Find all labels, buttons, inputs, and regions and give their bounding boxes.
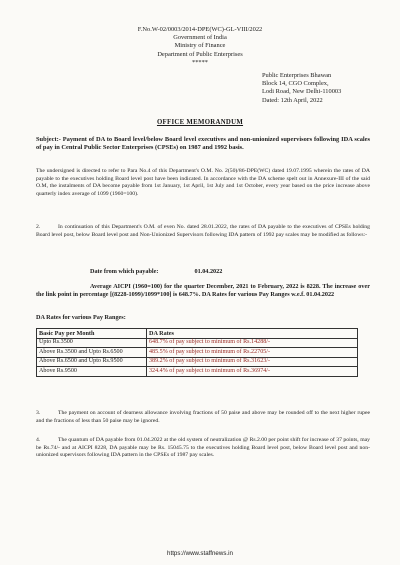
column-header-basic-pay: Basic Pay per Month <box>37 329 147 339</box>
government-line: Government of India <box>173 34 227 42</box>
header-separator: ***** <box>192 58 208 66</box>
paragraph-1: The undersigned is directed to refer to Para No.4 of this Department's O.M. No. 2(50)/86-DPE(WC) dated 19.07.1995 wherein the rates of DA payable to the executives holding Board level post have been indicated. In accordance with the DA scheme spelt out in Annexure-III of the said O.M, the instalments of DA become payable from 1st January, 1st April, 1st July and 1st October, every year based on the price increase above quarterly index average of 1099 (1960=100). <box>36 168 370 197</box>
da-rate-cell: 324.4% of pay subject to minimum of Rs.36974/- <box>147 367 358 377</box>
paragraph-4-text: The quantum of DA payable from 01.04.2022 at the old system of neutralization @ Rs.2.00 per point shift for increase of 37 points, may be Rs.74/- and at AICPI 8228, DA payable may be Rs. 15045.75 to the executives holding Board level post, below Board level post and non-unionized supervisors following IDA pattern in the CPSEs of 1987 pay scales. <box>36 437 370 458</box>
da-rate-cell: 389.2% of pay subject to minimum of Rs.31623/- <box>147 357 358 367</box>
table-row <box>37 338 358 348</box>
date-payable-value: 01.04.2022 <box>194 268 223 275</box>
letterhead <box>0 26 400 67</box>
memo-subject: Subject:- Payment of DA to Board level/below Board level executives and non-unionized supervisors following IDA scales of pay in Central Public Sector Enterprises (CPSEs) on 1987 and 1992 basis. <box>36 136 370 152</box>
pay-range-cell: Above Rs.3500 and Upto Rs.6500 <box>37 348 147 358</box>
address-line-3: Lodi Road, New Delhi-110003 <box>262 88 342 96</box>
rates-heading: DA Rates for various Pay Ranges: <box>36 314 126 321</box>
paragraph-4 <box>36 437 370 460</box>
date-payable <box>90 268 222 275</box>
paragraph-3-number: 3. <box>36 410 41 416</box>
date-payable-label: Date from which payable: <box>90 268 159 275</box>
paragraph-3 <box>36 410 370 425</box>
paragraph-2-number: 2. <box>36 224 41 230</box>
paragraph-3-text: The payment on account of dearness allowance involving fractions of 50 paise and above may be rounded off to the next higher rupee and the fractions of less than 50 paise may be ignored. <box>36 410 370 424</box>
table-row <box>37 367 358 377</box>
memo-title: OFFICE MEMORANDUM <box>156 119 244 126</box>
ministry-line: Ministry of Finance <box>174 42 226 50</box>
pay-range-cell: Above Rs.9500 <box>37 367 147 377</box>
memo-date: Dated: 12th April, 2022 <box>262 96 323 104</box>
paragraph-2-text: In continuation of this Department's O.M. of even No. dated 28.01.2022, the rates of DA payable to the executives of CPSEs holding Board level post, below Board level post and Non-Unionized Supervisors following IDA pattern of 1992 pay scales may be modified as follows:- <box>36 224 370 238</box>
address-block <box>262 72 341 105</box>
table-row <box>37 357 358 367</box>
pay-range-cell: Above Rs.6500 and Upto Rs.9500 <box>37 357 147 367</box>
column-header-da-rates: DA Rates <box>147 329 358 339</box>
aicpi-statement: Average AICPI (1960=100) for the quarter December, 2021 to February, 2022 is 8228. The increase over the link point in percentage [(8228-1099)/1099*100] is 648.7%. DA Rates for various Pay Ranges w.e.f. 01.04.2022 <box>36 283 370 299</box>
table-header-row <box>37 329 358 339</box>
da-rate-cell: 648.7% of pay subject to minimum of Rs.14288/- <box>147 338 358 348</box>
paragraph-4-number: 4. <box>36 437 41 443</box>
pay-range-cell: Upto Rs.3500 <box>37 338 147 348</box>
source-url: https://www.staffnews.in <box>167 550 233 557</box>
da-rate-cell: 485.5% of pay subject to minimum of Rs.22705/- <box>147 348 358 358</box>
da-rates-table <box>36 328 358 377</box>
address-line-2: Block 14, CGO Complex, <box>262 80 329 88</box>
table-row <box>37 348 358 358</box>
department-line: Department of Public Enterprises <box>157 50 243 58</box>
paragraph-2 <box>36 224 370 239</box>
address-line-1: Public Enterprises Bhawan <box>262 72 332 79</box>
file-number: F.No.W-02/0003/2014-DPE(WC)-GL-VIII/2022 <box>137 26 263 33</box>
